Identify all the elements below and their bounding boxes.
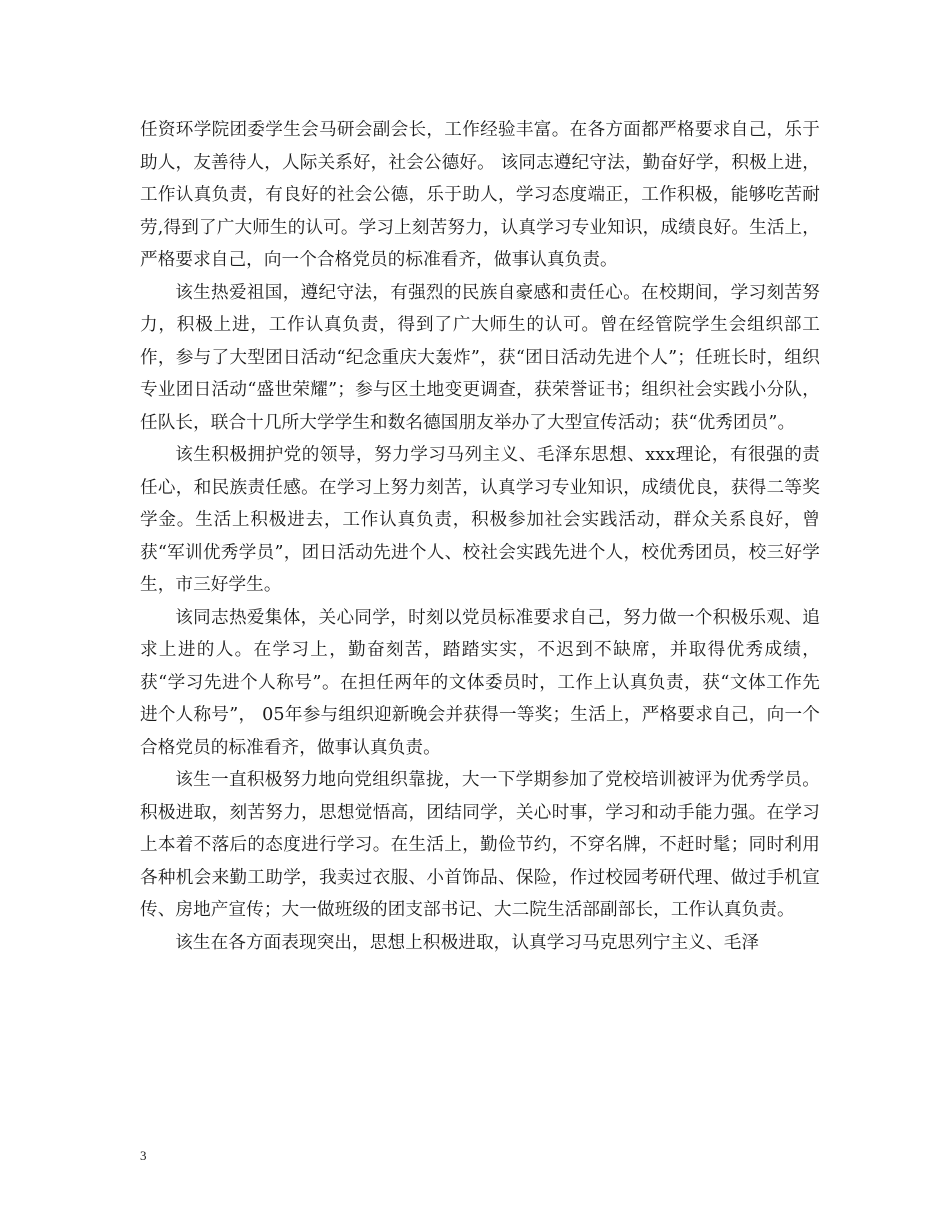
paragraph-6: 该生在各方面表现突出，思想上积极进取，认真学习马克思列宁主义、毛泽 [175,932,760,953]
document-body [140,114,820,959]
paragraph-2: 该生热爱祖国，遵纪守法，有强烈的民族自豪感和责任心。在校期间，学习刻苦努力，积极上进，工作认真负责，得到了广大师生的认可。曾在经管院学生会组织部工作，参与了大型团日活动“纪念重庆大轰炸”，获“团日活动先进个人”；任班长时，组织专业团日活动“盛世荣耀”；参与区土地变更调查，获荣誉证书；组织社会实践小分队，任队长，联合十几所大学学生和数名德国朋友举办了大型宣传活动；获“优秀团员”。 [140,282,820,433]
paragraph-5: 该生一直积极努力地向党组织靠拢，大一下学期参加了党校培训被评为优秀学员。积极进取，刻苦努力，思想觉悟高，团结同学，关心时事，学习和动手能力强。在学习上本着不落后的态度进行学习。在生活上，勤俭节约，不穿名牌，不赶时髦；同时利用各种机会来勤工助学，我卖过衣服、小首饰品、保险，作过校园考研代理、做过手机宣传、房地产宣传；大一做班级的团支部书记、大二院生活部副部长，工作认真负责。 [140,770,820,920]
paragraph-1: 任资环学院团委学生会马研会副会长，工作经验丰富。在各方面都严格要求自己，乐于助人，友善待人，人际关系好，社会公德好。 该同志遵纪守法，勤奋好学，积极上进，工作认真负责，有良好的社会公德，乐于助人，学习态度端正，工作积极，能够吃苦耐劳,得到了广大师生的认可。学习上刻苦努力，认真学习专业知识，成绩良好。生活上，严格要求自己，向一个合格党员的标准看齐，做事认真负责。 [140,120,820,270]
paragraph-4: 该同志热爱集体，关心同学，时刻以党员标准要求自己，努力做一个积极乐观、追求上进的人。在学习上，勤奋刻苦，踏踏实实，不迟到不缺席，并取得优秀成绩，获“学习先进个人称号”。在担任两年的文体委员时，工作上认真负责，获“文体工作先进个人称号”， 05年参与组织迎新晚会并获得一等奖；生活上，严格要求自己，向一个合格党员的标准看齐，做事认真负责。 [140,607,820,758]
paragraph-3: 该生积极拥护党的领导，努力学习马列主义、毛泽东思想、xxx理论，有很强的责任心，和民族责任感。在学习上努力刻苦，认真学习专业知识，成绩优良，获得二等奖学金。生活上积极进去，工作认真负责，积极参加社会实践活动，群众关系良好，曾获“军训优秀学员”，团日活动先进个人、校社会实践先进个人，校优秀团员，校三好学生，市三好学生。 [140,445,820,595]
page-number: 3 [140,1148,147,1163]
